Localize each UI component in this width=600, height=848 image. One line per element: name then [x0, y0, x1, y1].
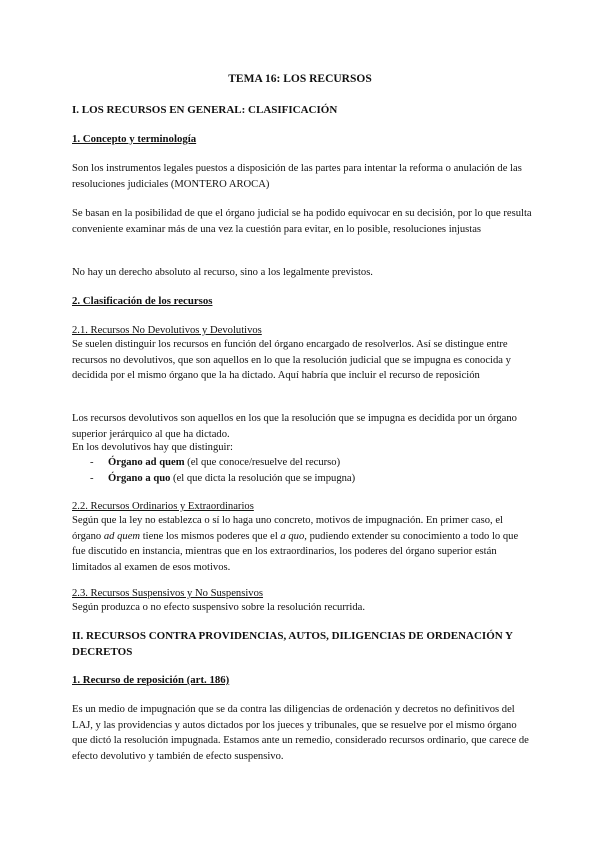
- paragraph-2-2: [72, 513, 532, 575]
- paragraph-2-3: Según produzca o no efecto suspensivo sobre la resolución recurrida.: [72, 602, 365, 613]
- paragraph-basis: Se basan en la posibilidad de que el órgano judicial se ha podido equivocar en su decisión, por lo que resulta conveniente examinar más de una vez la cuestión para evitar, en lo posible, resoluciones injustas: [72, 208, 532, 235]
- section-2-heading: II. RECURSOS CONTRA PROVIDENCIAS, AUTOS, DILIGENCIAS DE ORDENACIÓN Y DECRETOS: [72, 630, 513, 658]
- list-item-desc: (el que conoce/resuelve del recurso): [184, 457, 341, 468]
- text-run: Según que la ley no establezca o sí lo haga uno concreto, motivos de impugnación. En primer caso, el órgano: [72, 515, 503, 542]
- subsection-2-3-title: 2.3. Recursos Suspensivos y No Suspensivos: [72, 588, 263, 599]
- paragraph-devolutivos-intro: En los devolutivos hay que distinguir:: [72, 442, 233, 453]
- section-1-1-heading: 1. Concepto y terminología: [72, 133, 197, 145]
- subsection-2-1-title: 2.1. Recursos No Devolutivos y Devolutivos: [72, 325, 262, 336]
- italic-term: a quo: [280, 530, 305, 542]
- section-2-1-heading: 1. Recurso de reposición (art. 186): [72, 674, 230, 686]
- paragraph-devolutivos: Los recursos devolutivos son aquellos en los que la resolución que se impugna es decidida por un órgano superior jerárquico al que ha dictado.: [72, 413, 517, 440]
- paragraph-definition: Son los instrumentos legales puestos a disposición de las partes para intentar la reforma o anulación de las resoluciones judiciales (MONTERO AROCA): [72, 163, 522, 190]
- paragraph-no-absolute-right: No hay un derecho absoluto al recurso, sino a los legalmente previstos.: [72, 267, 373, 278]
- section-1-heading: I. LOS RECURSOS EN GENERAL: CLASIFICACIÓN: [72, 104, 338, 116]
- document-title: TEMA 16: LOS RECURSOS: [228, 73, 372, 85]
- paragraph-2-1: Se suelen distinguir los recursos en función del órgano encargado de resolverlos. Así se distingue entre recursos no devolutivos, que son aquellos en lo que la resolución judicial que se impugna es conocida y decidida por el mismo órgano que la ha dictado. Aquí habría que incluir el recurso de reposición: [72, 339, 511, 381]
- text-run: , pudiendo extender su conocimiento a todo lo que fue discutido en instancia, mientras que en los extraordinarios, los poderes del órgano superior están limitados al examen de esos motivos.: [72, 530, 519, 573]
- list-item-desc: (el que dicta la resolución que se impugna): [170, 472, 356, 484]
- italic-term: ad quem: [103, 530, 141, 542]
- subsection-2-2-title: 2.2. Recursos Ordinarios y Extraordinarios: [72, 501, 254, 512]
- section-1-2-heading: 2. Clasificación de los recursos: [72, 295, 213, 307]
- text-run: tiene los mismos poderes que el: [140, 530, 281, 542]
- list-item-term: Órgano a quo: [108, 472, 171, 484]
- organ-list: [72, 455, 532, 486]
- list-item: [72, 471, 532, 487]
- paragraph-reposicion: Es un medio de impugnación que se da contra las diligencias de ordenación y decretos no definitivos del LAJ, y las providencias y autos dictados por los jueces y tribunales, que se resuelve por el mismo órgano que dictó la resolución impugnada. Estamos ante un remedio, considerado recursos ordinario, que carece de efecto devolutivo y también de efecto suspensivo.: [72, 704, 529, 762]
- list-item: [72, 455, 532, 471]
- list-item-term: Órgano ad quem: [108, 457, 185, 468]
